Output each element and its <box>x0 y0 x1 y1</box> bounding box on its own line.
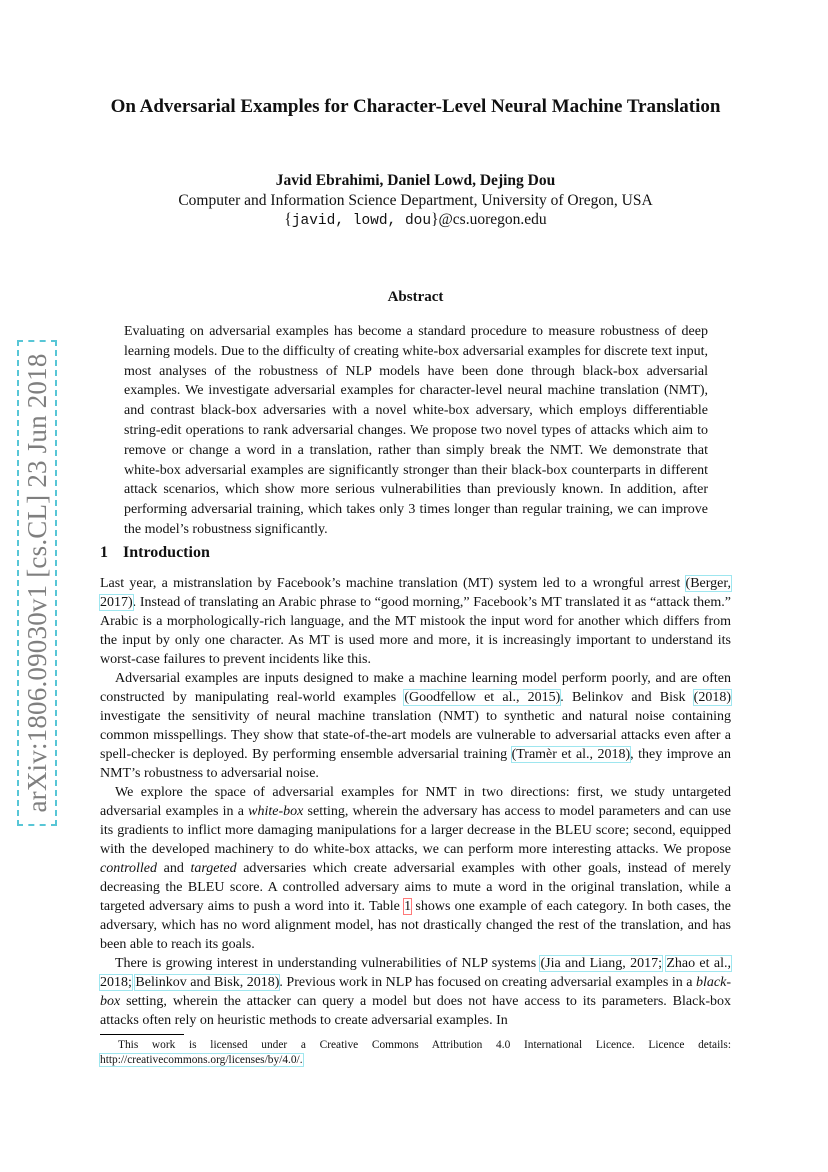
email-brace-open: { <box>284 211 292 228</box>
paragraph-text: Last year, a mistranslation by Facebook’s machine translation (MT) system led to a wrongful arrest <box>100 576 686 591</box>
citation-link[interactable]: (Tramèr et al., 2018) <box>511 747 631 762</box>
emphasis-text: white-box <box>248 804 304 819</box>
citation-link[interactable]: (Goodfellow et al., 2015) <box>404 690 561 705</box>
citation-link[interactable]: (Berger, 2017) <box>100 576 731 610</box>
paragraph-text: setting, wherein the attacker can query a model but does not have access to its parameters. Black-box attacks often rely on heuristic methods to create adversarial examples. In <box>100 994 731 1028</box>
email-usernames: javid, lowd, dou <box>291 213 432 229</box>
paragraph-2 <box>100 669 731 783</box>
section-heading <box>100 544 210 562</box>
paragraph-text: Adversarial examples are inputs designed to make a machine learning model perform poorly, and are often constructed by manipulating real-world examples <box>100 671 731 705</box>
license-url-link[interactable]: http://creativecommons.org/licenses/by/4.0/. <box>100 1054 303 1066</box>
citation-link[interactable]: Zhao et al., 2018; <box>100 956 731 990</box>
arxiv-identifier: arXiv:1806.09030v1 [cs.CL] 23 Jun 2018 <box>21 353 52 813</box>
footnote-text: This work is licensed under a Creative Commons Attribution 4.0 International Licence. Licence details: <box>118 1039 731 1051</box>
paragraph-text: adversaries which create adversarial examples with other goals, instead of merely decreasing the BLEU score. A controlled adversary aims to mute a word in the original translation, while a targeted adversary aims to push a word into it. Table <box>100 861 731 914</box>
section-title: Introduction <box>123 544 210 561</box>
paragraph-3 <box>100 783 731 954</box>
paragraph-text: setting, wherein the adversary has access to model parameters and can use its gradients to inflict more damaging manipulations for a larger decrease in the BLEU score; second, equipped with the developed machinery to do white-box attacks, we can perform more interesting attacks. We propose <box>100 804 731 857</box>
emphasis-text: controlled <box>100 861 158 876</box>
paragraph-text: There is growing interest in understanding vulnerabilities of NLP systems <box>115 956 541 971</box>
paper-title: On Adversarial Examples for Character-Level Neural Machine Translation <box>110 96 721 117</box>
paragraph-4 <box>100 954 731 1030</box>
paragraph-text: . Belinkov and Bisk <box>560 690 694 705</box>
paragraph-text: and <box>157 861 191 876</box>
paragraph-text: . Instead of translating an Arabic phrase to “good morning,” Facebook’s MT translated it as “attack them.” Arabic is a morphologically-rich language, and the MT mistook the input word for another which differs from the input by only one character. As MT is used more and more, it is increasingly important to understand its worst-case failures to prevent incidents like this. <box>100 595 731 667</box>
paragraph-text: , they improve an NMT’s robustness to adversarial noise. <box>100 747 732 781</box>
email-domain: }@cs.uoregon.edu <box>431 211 547 228</box>
author-affiliation: Computer and Information Science Department, University of Oregon, USA <box>178 192 653 209</box>
footnote <box>100 1038 731 1068</box>
paper-authors: Javid Ebrahimi, Daniel Lowd, Dejing Dou <box>275 172 556 189</box>
table-reference-link[interactable]: 1 <box>404 899 412 914</box>
paragraph-1 <box>100 574 731 669</box>
citation-link[interactable]: (Jia and Liang, 2017; <box>540 956 662 971</box>
abstract-heading: Abstract <box>387 289 444 305</box>
section-number: 1 <box>100 544 108 561</box>
paragraph-text: shows one example of each category. In both cases, the adversary, which has no word alignment model, has not drastically changed the rest of the translation, and has been able to reach its goals. <box>100 899 731 952</box>
abstract-text: Evaluating on adversarial examples has become a standard procedure to measure robustness of deep learning models. Due to the difficulty of creating white-box adversarial examples for discrete text input, most analyses of the robustness of NLP models have been done through black-box adversarial examples. We investigate adversarial examples for character-level neural machine translation (NMT), and contrast black-box adversaries with a novel white-box adversary, which employs differentiable string-edit operations to rank adversarial changes. We propose two novel types of attacks which aim to remove or change a word in a translation, rather than simply break the NMT. We demonstrate that white-box adversarial examples are significantly stronger than their black-box counterparts in different attack scenarios, which show more serious vulnerabilities than previously known. In addition, after performing adversarial training, which takes only 3 times longer than regular training, we can improve the model’s robustness significantly. <box>124 324 708 537</box>
arxiv-stamp <box>17 340 57 826</box>
paragraph-text: investigate the sensitivity of neural machine translation (NMT) to synthetic and natural noise containing common misspellings. They show that state-of-the-art models are vulnerable to adversarial attacks even after a spell-checker is deployed. By performing ensemble adversarial training <box>100 709 731 762</box>
paragraph-text: . Previous work in NLP has focused on creating adversarial examples in a <box>279 975 697 990</box>
paragraph-text: We explore the space of adversarial examples for NMT in two directions: first, we study untargeted adversarial examples in a <box>100 785 731 819</box>
citation-link[interactable]: (2018) <box>693 690 731 705</box>
emphasis-text: black-box <box>100 975 731 1009</box>
author-emails <box>100 210 731 231</box>
footnote-rule <box>100 1034 184 1035</box>
citation-link[interactable]: Belinkov and Bisk, 2018) <box>135 975 280 990</box>
introduction-body <box>100 574 731 1030</box>
emphasis-text: targeted <box>190 861 237 876</box>
